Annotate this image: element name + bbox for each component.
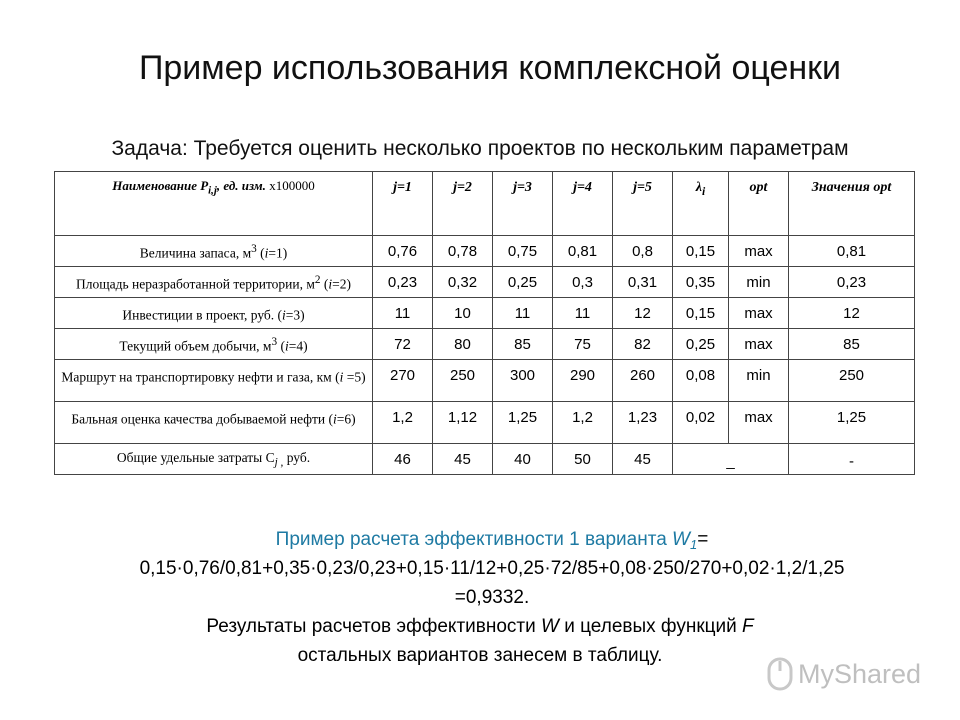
table-row [55,402,915,444]
header-opt: opt [729,172,789,236]
table-row [55,236,915,267]
calc-line-4: Результаты расчетов эффективности W и целевых функций F [206,616,754,637]
cell-j4: 0,3 [553,267,613,298]
table-row [55,267,915,298]
table-row [55,329,915,360]
calc-result: =0,9332. [454,587,530,608]
header-lambda: $\lambda_i$ [673,172,729,236]
cell-j1: 0,76 [373,236,433,267]
row-name: Маршрут на транспортировку нефти и газа, км (i =5) [55,360,373,402]
row-name: Текущий объем добычи, $м^3$ (i=4) [55,329,373,360]
cell-j2: 1,12 [433,402,493,444]
cell-opt: max [729,236,789,267]
calc-line-1: Пример расчета эффективности 1 варианта $W_1=$ [275,529,709,552]
watermark [766,654,921,694]
cell-j2: 80 [433,329,493,360]
cell-j5: 45 [613,444,673,475]
cell-j4: 50 [553,444,613,475]
cell-j3: 0,25 [493,267,553,298]
cell-j5: 0,31 [613,267,673,298]
cell-j5: 82 [613,329,673,360]
cell-j2: 250 [433,360,493,402]
table-row [55,298,915,329]
task-text: Задача: Требуется оценить несколько проектов по нескольким параметрам [111,137,849,160]
cell-j2: 45 [433,444,493,475]
header-j2: j=2 [433,172,493,236]
cell-j1: 270 [373,360,433,402]
header-j4: j=4 [553,172,613,236]
cell-lambda: 0,15 [673,298,729,329]
cell-opt-value: - [789,444,915,475]
cell-j4: 11 [553,298,613,329]
cell-j4: 1,2 [553,402,613,444]
cell-opt-value: 250 [789,360,915,402]
cell-lambda: 0,15 [673,236,729,267]
cell-opt-value: 0,23 [789,267,915,298]
cell-j1: 0,23 [373,267,433,298]
watermark-text: MyShared [798,658,922,689]
cell-j4: 290 [553,360,613,402]
cell-j2: 0,32 [433,267,493,298]
cell-opt: min [729,267,789,298]
cell-lambda: 0,08 [673,360,729,402]
row-name: Общие удельные затраты $C_{j ,}$ руб. [55,444,373,475]
cell-j5: 1,23 [613,402,673,444]
parameters-table [54,171,915,475]
cell-j1: 1,2 [373,402,433,444]
cell-j2: 10 [433,298,493,329]
cell-j3: 1,25 [493,402,553,444]
table-header-row [55,172,915,236]
cell-j3: 300 [493,360,553,402]
header-j5: j=5 [613,172,673,236]
header-j1: j=1 [373,172,433,236]
cell-j5: 0,8 [613,236,673,267]
table-row [55,360,915,402]
cell-opt-value: 85 [789,329,915,360]
slide-title: Пример использования комплексной оценки [138,49,842,87]
cell-opt-value: 0,81 [789,236,915,267]
cell-opt-value: 12 [789,298,915,329]
cell-j5: 12 [613,298,673,329]
cell-lambda-opt: _ [673,444,789,475]
cell-opt: max [729,298,789,329]
cell-j3: 85 [493,329,553,360]
calc-formula: 0,15·0,76/0,81+0,35·0,23/0,23+0,15·11/12+0,25·72/85+0,08·250/270+0,02·1,2/1,25 [139,558,845,579]
cell-j1: 11 [373,298,433,329]
cell-j1: 72 [373,329,433,360]
cell-j4: 0,81 [553,236,613,267]
cell-j3: 40 [493,444,553,475]
cell-opt: max [729,402,789,444]
cell-opt-value: 1,25 [789,402,915,444]
cell-j3: 0,75 [493,236,553,267]
header-opt-values: Значения opt [789,172,915,236]
cell-lambda: 0,02 [673,402,729,444]
cell-j1: 46 [373,444,433,475]
header-j3: j=3 [493,172,553,236]
cell-j5: 260 [613,360,673,402]
row-name: Величина запаса, $м^3$ (i=1) [55,236,373,267]
calc-line-5: остальных вариантов занесем в таблицу. [297,645,663,666]
cell-j3: 11 [493,298,553,329]
cell-lambda: 0,25 [673,329,729,360]
row-name: Бальная оценка качества добываемой нефти (i=6) [55,402,373,444]
row-name: Инвестиции в проект, руб. (i=3) [55,298,373,329]
cell-j4: 75 [553,329,613,360]
table-row-costs [55,444,915,475]
cell-j2: 0,78 [433,236,493,267]
mouse-icon [766,657,794,691]
row-name: Площадь неразработанной территории, $м^2$ (i=2) [55,267,373,298]
cell-opt: min [729,360,789,402]
header-name: Наименование $P_{i,j}$, ед. изм. х100000 [55,172,373,236]
cell-lambda: 0,35 [673,267,729,298]
cell-opt: max [729,329,789,360]
